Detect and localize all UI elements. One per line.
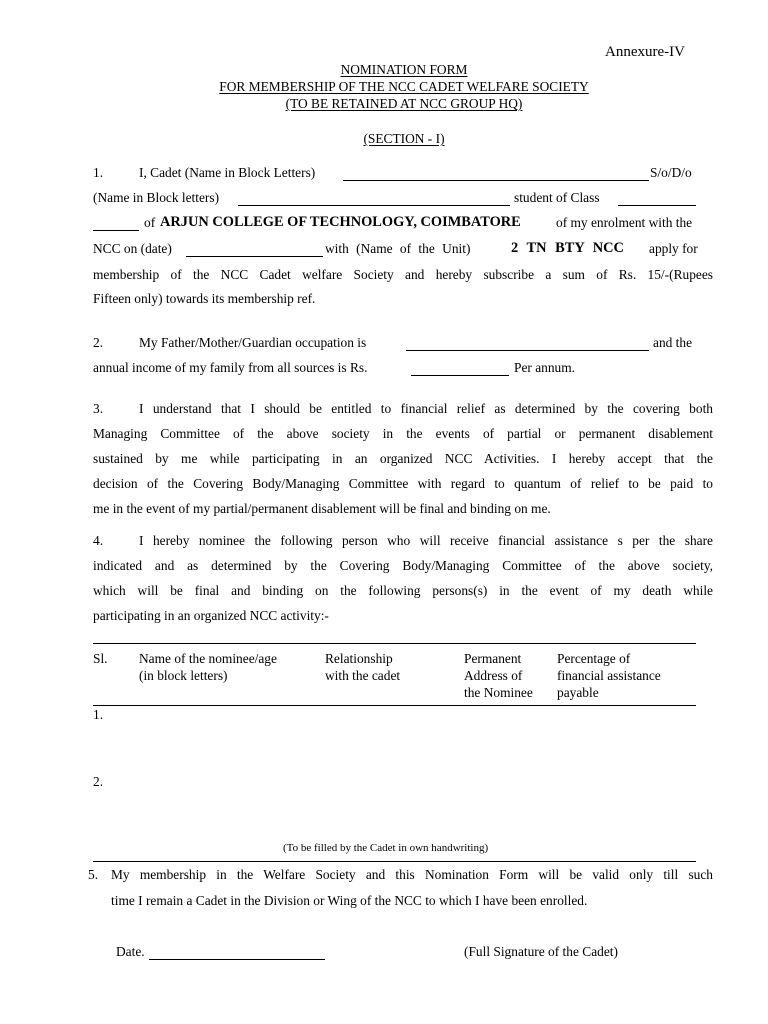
table-header-percentage-line-2: financial assistance xyxy=(557,668,661,683)
clause-3-number: 3. xyxy=(93,401,104,416)
date-blank[interactable] xyxy=(149,959,325,960)
per-annum-label: Per annum. xyxy=(514,360,575,375)
table-header-name-line-2: (in block letters) xyxy=(139,668,228,683)
clause-4-line-1: I hereby nominee the following person who will receive financial assistance s per the share xyxy=(139,533,713,548)
college-name: ARJUN COLLEGE OF TECHNOLOGY, COIMBATORE xyxy=(160,214,521,230)
clause-3-line-1: I understand that I should be entitled to financial relief as determined by the covering both xyxy=(139,401,713,416)
clause-3-line-5: me in the event of my partial/permanent disablement will be final and binding on me. xyxy=(93,501,551,516)
occupation-blank[interactable] xyxy=(406,350,649,351)
clause-3-line-3: sustained by me while participating in an organized NCC Activities. I hereby accept that the xyxy=(93,451,713,466)
table-header-rule xyxy=(93,705,696,706)
table-header-percentage-line-3: payable xyxy=(557,685,599,700)
clause-1-relation-label: S/o/D/o xyxy=(650,165,692,180)
clause-5-line-2: time I remain a Cadet in the Division or Wing of the NCC to which I have been enrolled. xyxy=(111,893,588,908)
form-title: NOMINATION FORM xyxy=(340,62,468,77)
table-header-address xyxy=(464,650,533,701)
parent-name-label: (Name in Block letters) xyxy=(93,190,220,205)
clause-3-line-4: decision of the Covering Body/Managing Committee with regard to quantum of relief to be paid to xyxy=(93,476,713,491)
clause-1-cadet-name-label: I, Cadet (Name in Block Letters) xyxy=(139,165,316,180)
clause-5-line-1: My membership in the Welfare Society and this Nomination Form will be valid only till such xyxy=(111,867,713,882)
table-header-percentage-line-1: Percentage of xyxy=(557,651,631,666)
table-row-1-number: 1. xyxy=(93,707,104,722)
table-top-rule xyxy=(93,643,696,644)
ncc-date-label: NCC on (date) xyxy=(93,241,172,256)
form-subtitle: FOR MEMBERSHIP OF THE NCC CADET WELFARE SOCIETY xyxy=(219,79,589,94)
income-blank[interactable] xyxy=(411,375,509,376)
table-header-relationship xyxy=(325,650,400,684)
table-header-percentage xyxy=(557,650,661,701)
table-header-name xyxy=(139,650,277,684)
clause-4-line-4: participating in an organized NCC activity:- xyxy=(93,608,329,623)
unit-name: 2 TN BTY NCC xyxy=(511,240,624,256)
signature-label: (Full Signature of the Cadet) xyxy=(464,944,618,959)
income-label: annual income of my family from all sources is Rs. xyxy=(93,360,368,375)
section-heading: (SECTION - I) xyxy=(363,131,445,146)
table-header-address-line-1: Permanent xyxy=(464,651,522,666)
class-blank-2[interactable] xyxy=(93,230,139,231)
of-label: of xyxy=(144,215,156,230)
clause-4-number: 4. xyxy=(93,533,104,548)
enrolment-label: of my enrolment with the xyxy=(556,215,693,230)
table-header-name-line-1: Name of the nominee/age xyxy=(139,651,277,666)
clause-1-line-6: Fifteen only) towards its membership ref. xyxy=(93,291,316,306)
clause-4-line-3: which will be final and binding on the following persons(s) in the event of my death while xyxy=(93,583,713,598)
clause-4-line-2: indicated and as determined by the Covering Body/Managing Committee of the above society, xyxy=(93,558,713,573)
clause-1-number: 1. xyxy=(93,165,104,180)
table-header-address-line-3: the Nominee xyxy=(464,685,533,700)
table-bottom-rule xyxy=(93,861,696,862)
table-header-relationship-line-1: Relationship xyxy=(325,651,393,666)
form-retention-note: (TO BE RETAINED AT NCC GROUP HQ) xyxy=(285,96,523,111)
clause-5-number: 5. xyxy=(88,867,99,882)
table-header-sl: Sl. xyxy=(93,651,108,666)
occupation-label: My Father/Mother/Guardian occupation is xyxy=(139,335,367,350)
clause-1-line-5: membership of the NCC Cadet welfare Society and hereby subscribe a sum of Rs. 15/-(Rupees xyxy=(93,267,713,282)
table-row-2-number: 2. xyxy=(93,774,104,789)
parent-name-blank[interactable] xyxy=(238,205,510,206)
ncc-date-blank[interactable] xyxy=(186,256,323,257)
apply-for-label: apply for xyxy=(649,241,698,256)
handwriting-note: (To be filled by the Cadet in own handwriting) xyxy=(283,842,489,854)
and-the-label: and the xyxy=(653,335,693,350)
date-label: Date. xyxy=(116,944,145,959)
cadet-name-blank[interactable] xyxy=(343,180,649,181)
annexure-label: Annexure-IV xyxy=(605,44,685,60)
table-header-relationship-line-2: with the cadet xyxy=(325,668,401,683)
class-label: student of Class xyxy=(514,190,600,205)
unit-label: with (Name of the Unit) xyxy=(325,241,471,256)
class-blank-1[interactable] xyxy=(618,205,696,206)
clause-3-line-2: Managing Committee of the above society in the events of partial or permanent disablement xyxy=(93,426,713,441)
clause-2-number: 2. xyxy=(93,335,104,350)
table-header-address-line-2: Address of xyxy=(464,668,523,683)
